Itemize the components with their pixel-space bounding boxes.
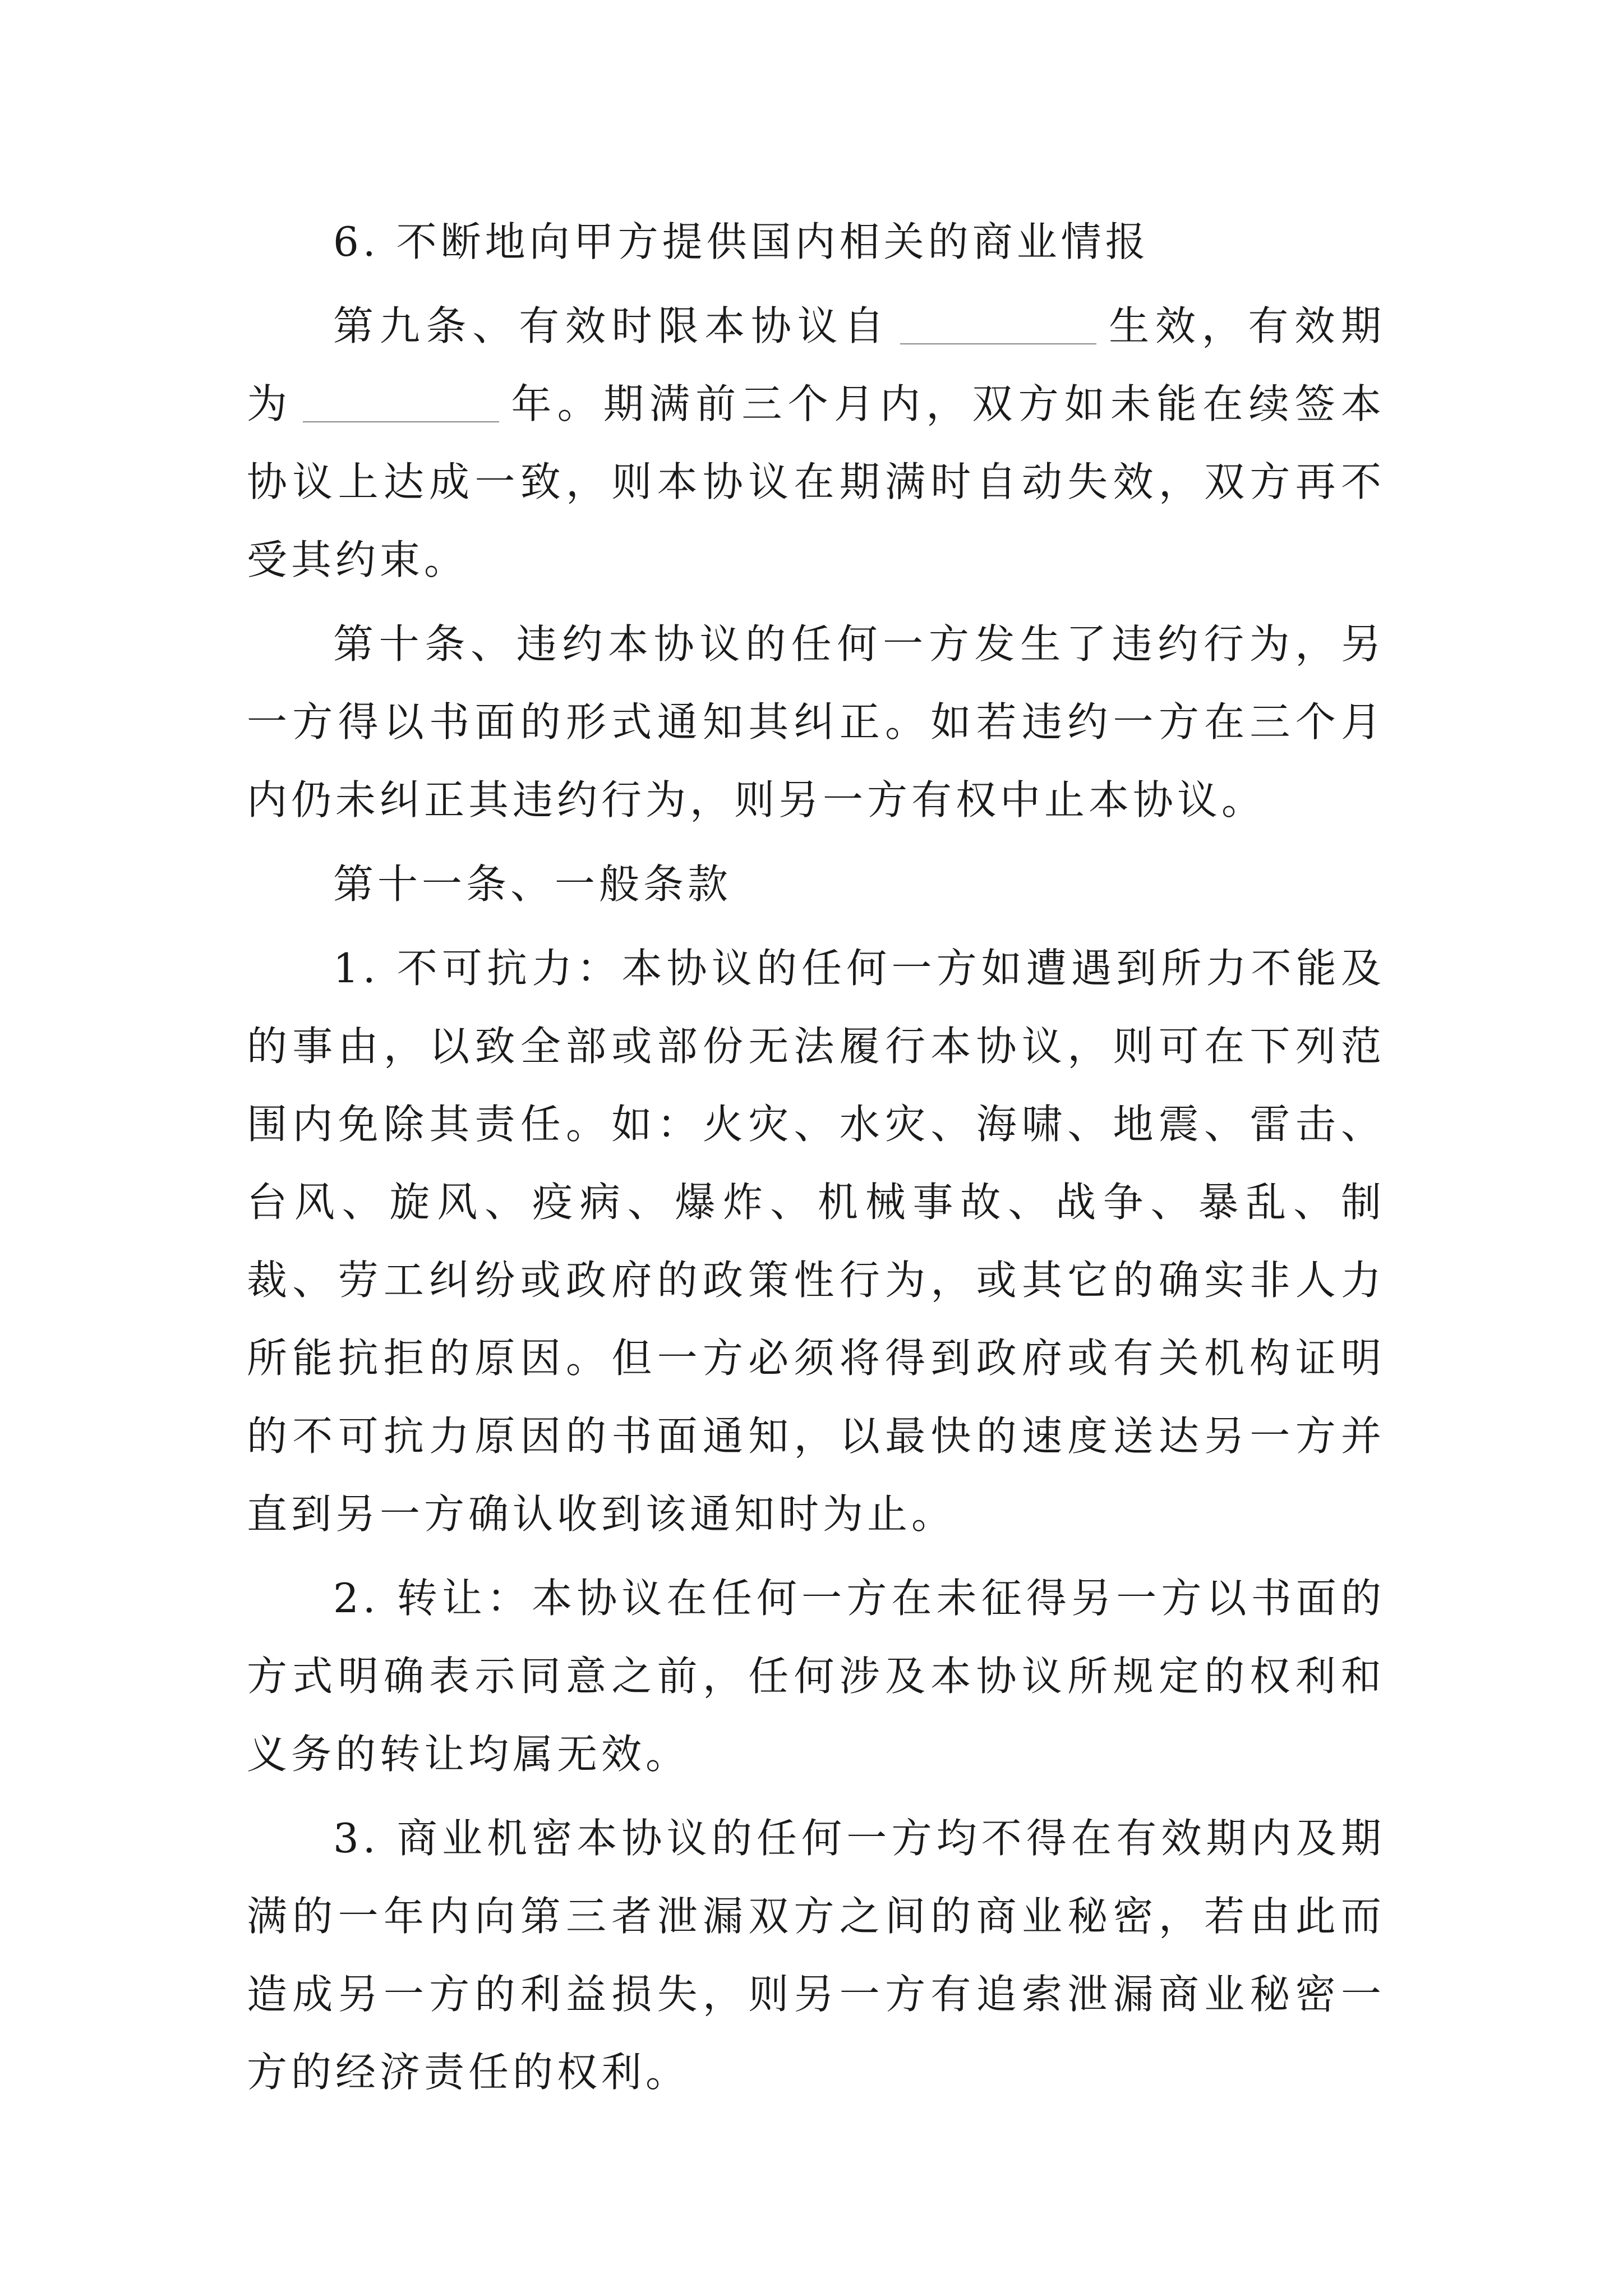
article-11-title: 第十一条、一般条款 (333, 861, 732, 908)
document-body (247, 203, 1385, 2111)
article-9 (247, 287, 1385, 599)
article-9-text-2: 生效，有效期为 (247, 302, 1385, 427)
article-9-text-1: 第九条、有效时限本协议自 (333, 302, 891, 349)
effective-date-blank (900, 304, 1096, 344)
clause-1-force-majeure: 1. 不可抗力：本协议的任何一方如遭遇到所力不能及的事由，以致全部或部份无法履行本协议，则可在下列范围内免除其责任。如：火灾、水灾、海啸、地震、雷击、台风、旋风、疫病、爆炸、机械事故、战争、暴乱、制裁、劳工纠纷或政府的政策性行为，或其它的确实非人力所能抗拒的原因。但一方必须将得到政府或有关机构证明的不可抗力原因的书面通知，以最快的速度送达另一方并直到另一方确认收到该通知时为止。 (247, 945, 1385, 1538)
item-6: 6. 不断地向甲方提供国内相关的商业情报 (333, 218, 1150, 265)
article-10: 第十条、违约本协议的任何一方发生了违约行为，另一方得以书面的形式通知其纠正。如若违约一方在三个月内仍未纠正其违约行为，则另一方有权中止本协议。 (247, 620, 1385, 823)
clause-3-confidentiality: 3. 商业机密本协议的任何一方均不得在有效期内及期满的一年内向第三者泄漏双方之间的商业秘密，若由此而造成另一方的利益损失，则另一方有追索泄漏商业秘密一方的经济责任的权利。 (247, 1815, 1385, 2096)
validity-years-blank (303, 382, 499, 422)
article-9-text-3: 年。期满前三个月内，双方如未能在续签本协议上达成一致，则本协议在期满时自动失效，双方再不受其约束。 (247, 380, 1385, 583)
clause-2-transfer: 2. 转让：本协议在任何一方在未征得另一方以书面的方式明确表示同意之前，任何涉及本协议所规定的权利和义务的转让均属无效。 (247, 1575, 1385, 1778)
